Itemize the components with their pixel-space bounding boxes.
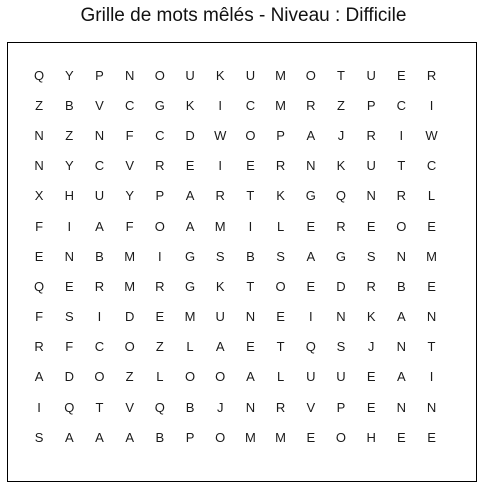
grid-cell[interactable]: L bbox=[156, 369, 164, 385]
grid-cell[interactable]: I bbox=[218, 158, 223, 174]
grid-cell[interactable]: E bbox=[366, 369, 376, 385]
grid-cell[interactable]: I bbox=[37, 399, 41, 415]
grid-cell[interactable]: B bbox=[64, 97, 74, 113]
grid-cell[interactable]: P bbox=[95, 67, 104, 83]
grid-cell[interactable]: R bbox=[215, 188, 225, 204]
grid-cell[interactable]: P bbox=[155, 188, 165, 204]
grid-cell[interactable]: W bbox=[214, 127, 227, 143]
grid-cell[interactable]: X bbox=[34, 188, 44, 204]
grid-cell[interactable]: N bbox=[336, 309, 346, 325]
grid-cell[interactable]: I bbox=[97, 309, 102, 325]
grid-cell[interactable]: E bbox=[246, 339, 255, 355]
grid-cell[interactable]: P bbox=[366, 97, 376, 113]
grid-cell[interactable]: I bbox=[429, 97, 434, 113]
grid-cell[interactable]: T bbox=[427, 339, 436, 355]
grid-cell[interactable]: Z bbox=[155, 339, 164, 355]
grid-cell[interactable]: G bbox=[184, 248, 196, 264]
grid-cell[interactable]: R bbox=[306, 97, 316, 113]
grid-cell[interactable]: A bbox=[397, 309, 406, 325]
grid-cell[interactable]: Y bbox=[64, 158, 74, 174]
grid-cell[interactable]: T bbox=[336, 67, 345, 83]
grid-cell[interactable]: S bbox=[276, 248, 285, 264]
grid-cell[interactable]: K bbox=[336, 158, 346, 174]
grid-cell[interactable]: Z bbox=[65, 127, 74, 143]
grid-cell[interactable]: N bbox=[94, 127, 105, 143]
grid-cell[interactable]: B bbox=[155, 429, 165, 445]
grid-cell[interactable]: D bbox=[64, 369, 74, 385]
grid-cell[interactable]: Q bbox=[154, 399, 165, 415]
grid-cell[interactable]: C bbox=[396, 97, 407, 113]
grid-cell[interactable]: M bbox=[275, 67, 287, 83]
grid-cell[interactable]: E bbox=[427, 278, 436, 294]
grid-cell[interactable]: R bbox=[366, 278, 376, 294]
grid-cell[interactable]: B bbox=[246, 248, 255, 264]
grid-cell[interactable]: L bbox=[276, 369, 285, 385]
grid-cell[interactable]: J bbox=[367, 339, 375, 355]
grid-cell[interactable]: N bbox=[426, 399, 437, 415]
puzzle-title: Grille de mots mêlés - Niveau : Difficile bbox=[80, 5, 407, 26]
grid-cell[interactable]: C bbox=[426, 158, 437, 174]
grid-cell[interactable]: C bbox=[155, 127, 165, 143]
grid-cell[interactable]: V bbox=[95, 97, 104, 113]
grid-cell[interactable]: G bbox=[184, 278, 196, 294]
grid-cell[interactable]: U bbox=[185, 67, 195, 83]
grid-cell[interactable]: P bbox=[336, 399, 346, 415]
grid-cell[interactable]: P bbox=[276, 127, 285, 143]
grid-cell[interactable]: V bbox=[306, 399, 316, 415]
grid-cell[interactable]: U bbox=[94, 188, 105, 204]
grid-cell[interactable]: A bbox=[397, 369, 406, 385]
grid-cell[interactable]: J bbox=[337, 127, 345, 143]
grid-cell[interactable]: B bbox=[95, 248, 104, 264]
grid-cell[interactable]: O bbox=[154, 218, 165, 234]
grid-cell[interactable]: N bbox=[306, 158, 316, 174]
grid-cell[interactable]: F bbox=[125, 127, 134, 143]
grid-cell[interactable]: O bbox=[154, 67, 165, 83]
grid-cell[interactable]: C bbox=[94, 158, 105, 174]
grid-cell[interactable]: M bbox=[124, 278, 136, 294]
grid-cell[interactable]: K bbox=[276, 188, 285, 204]
grid-cell[interactable]: M bbox=[275, 429, 287, 445]
grid-cell[interactable]: D bbox=[336, 278, 346, 294]
grid-cell[interactable]: R bbox=[94, 278, 105, 294]
grid-cell[interactable]: A bbox=[185, 188, 195, 204]
grid-cell[interactable]: Z bbox=[125, 369, 134, 385]
grid-cell[interactable]: A bbox=[125, 429, 134, 445]
grid-cell[interactable]: T bbox=[246, 278, 255, 294]
grid-cell[interactable]: Q bbox=[64, 399, 75, 415]
grid-cell[interactable]: O bbox=[124, 339, 135, 355]
grid-cell[interactable]: U bbox=[366, 158, 376, 174]
grid-cell[interactable]: U bbox=[306, 369, 316, 385]
grid-cell[interactable]: N bbox=[426, 309, 437, 325]
grid-cell[interactable]: O bbox=[396, 218, 407, 234]
grid-cell[interactable]: P bbox=[185, 429, 195, 445]
grid-cell[interactable]: R bbox=[426, 67, 437, 83]
grid-cell[interactable]: A bbox=[246, 369, 255, 385]
grid-cell[interactable]: I bbox=[158, 248, 162, 264]
grid-cell[interactable]: R bbox=[34, 339, 44, 355]
grid-cell[interactable]: O bbox=[184, 369, 196, 385]
grid-cell[interactable]: T bbox=[246, 188, 255, 204]
grid-cell[interactable]: G bbox=[305, 188, 316, 204]
grid-cell[interactable]: F bbox=[35, 309, 44, 325]
grid-cell[interactable]: R bbox=[396, 188, 407, 204]
grid-cell[interactable]: B bbox=[185, 399, 195, 415]
grid-cell[interactable]: E bbox=[64, 278, 74, 294]
grid-cell[interactable]: I bbox=[429, 369, 434, 385]
grid-cell[interactable]: E bbox=[366, 218, 376, 234]
grid-cell[interactable]: E bbox=[306, 278, 316, 294]
grid-cell[interactable]: A bbox=[215, 339, 225, 355]
grid-cell[interactable]: F bbox=[125, 218, 134, 234]
grid-cell[interactable]: O bbox=[275, 278, 286, 294]
grid-cell[interactable]: N bbox=[34, 127, 44, 143]
grid-cell[interactable]: R bbox=[275, 399, 286, 415]
grid-cell[interactable]: H bbox=[366, 429, 376, 445]
grid-cell[interactable]: N bbox=[396, 399, 407, 415]
grid-cell[interactable]: Z bbox=[35, 97, 44, 113]
grid-cell[interactable]: O bbox=[245, 127, 256, 143]
grid-cell[interactable]: N bbox=[396, 248, 407, 264]
grid-cell[interactable]: O bbox=[215, 429, 226, 445]
grid-cell[interactable]: T bbox=[276, 339, 285, 355]
letter-grid bbox=[24, 60, 447, 452]
grid-cell[interactable]: K bbox=[366, 309, 376, 325]
grid-cell[interactable]: U bbox=[336, 369, 346, 385]
grid-cell[interactable]: Q bbox=[34, 278, 45, 294]
grid-cell[interactable]: R bbox=[336, 218, 346, 234]
grid-cell[interactable]: U bbox=[215, 309, 225, 325]
grid-cell[interactable]: V bbox=[125, 158, 134, 174]
grid-cell[interactable]: I bbox=[218, 97, 223, 113]
grid-cell[interactable]: A bbox=[95, 218, 104, 234]
grid-cell[interactable]: T bbox=[95, 399, 104, 415]
grid-cell[interactable]: E bbox=[366, 399, 376, 415]
grid-cell[interactable]: E bbox=[427, 429, 436, 445]
grid-cell[interactable]: C bbox=[245, 97, 256, 113]
grid-cell[interactable]: A bbox=[64, 429, 74, 445]
grid-cell[interactable]: T bbox=[397, 158, 406, 174]
grid-cell[interactable]: M bbox=[214, 218, 226, 234]
grid-cell[interactable]: C bbox=[94, 339, 105, 355]
grid-cell[interactable]: V bbox=[125, 399, 134, 415]
grid-cell[interactable]: E bbox=[185, 158, 195, 174]
grid-cell[interactable]: Q bbox=[305, 339, 316, 355]
grid-cell[interactable]: K bbox=[185, 97, 195, 113]
grid-cell[interactable]: M bbox=[275, 97, 287, 113]
grid-cell[interactable]: R bbox=[366, 127, 376, 143]
grid-cell[interactable]: E bbox=[397, 67, 406, 83]
grid-cell[interactable]: G bbox=[335, 248, 347, 264]
grid-cell[interactable]: M bbox=[124, 248, 136, 264]
grid-cell[interactable]: O bbox=[335, 429, 347, 445]
grid-cell[interactable]: N bbox=[245, 399, 256, 415]
grid-cell[interactable]: Q bbox=[34, 67, 45, 83]
grid-cell[interactable]: S bbox=[366, 248, 376, 264]
grid-cell[interactable]: D bbox=[185, 127, 195, 143]
grid-cell[interactable]: G bbox=[154, 97, 165, 113]
grid-cell[interactable]: K bbox=[215, 67, 225, 83]
grid-cell[interactable]: A bbox=[185, 218, 195, 234]
grid-cell[interactable]: A bbox=[34, 369, 44, 385]
grid-cell[interactable]: H bbox=[64, 188, 74, 204]
grid-cell[interactable]: O bbox=[94, 369, 105, 385]
grid-cell[interactable]: W bbox=[425, 127, 438, 143]
grid-cell[interactable]: S bbox=[64, 309, 74, 325]
grid-cell[interactable]: O bbox=[305, 67, 316, 83]
grid-cell[interactable]: L bbox=[276, 218, 285, 234]
grid-cell[interactable]: U bbox=[245, 67, 256, 83]
grid-cell[interactable]: O bbox=[215, 369, 226, 385]
grid-cell[interactable]: A bbox=[306, 248, 316, 264]
grid-cell[interactable]: M bbox=[184, 309, 196, 325]
grid-cell[interactable]: R bbox=[155, 158, 165, 174]
grid-cell[interactable]: D bbox=[124, 309, 135, 325]
grid-cell[interactable]: N bbox=[34, 158, 44, 174]
grid-cell[interactable]: S bbox=[215, 248, 225, 264]
grid-cell[interactable]: B bbox=[397, 278, 406, 294]
grid-cell[interactable]: F bbox=[35, 218, 44, 234]
grid-cell[interactable]: L bbox=[427, 188, 436, 204]
grid-cell[interactable]: I bbox=[308, 309, 313, 325]
grid-cell[interactable]: K bbox=[215, 278, 225, 294]
grid-cell[interactable]: Y bbox=[64, 67, 74, 83]
grid-cell[interactable]: M bbox=[244, 429, 256, 445]
grid-cell[interactable]: E bbox=[34, 248, 44, 264]
grid-cell[interactable]: E bbox=[306, 429, 316, 445]
grid-cell[interactable]: N bbox=[245, 309, 256, 325]
grid-cell[interactable]: N bbox=[396, 339, 407, 355]
grid-cell[interactable]: N bbox=[366, 188, 376, 204]
grid-cell[interactable]: S bbox=[336, 339, 346, 355]
grid-cell[interactable]: M bbox=[426, 248, 437, 264]
grid-cell[interactable]: E bbox=[397, 429, 406, 445]
grid-cell[interactable]: Y bbox=[125, 188, 134, 204]
grid-cell[interactable]: J bbox=[216, 399, 224, 415]
grid-cell[interactable]: E bbox=[427, 218, 436, 234]
grid-cell[interactable]: S bbox=[34, 429, 44, 445]
grid-cell[interactable]: I bbox=[399, 127, 404, 143]
grid-cell[interactable]: R bbox=[275, 158, 286, 174]
grid-cell[interactable]: A bbox=[306, 127, 316, 143]
grid-cell[interactable]: N bbox=[64, 248, 74, 264]
grid-cell[interactable]: Q bbox=[335, 188, 347, 204]
grid-cell[interactable]: I bbox=[248, 218, 253, 234]
grid-cell[interactable]: A bbox=[95, 429, 104, 445]
grid-cell[interactable]: F bbox=[65, 339, 74, 355]
grid-cell[interactable]: E bbox=[306, 218, 316, 234]
word-search-board bbox=[7, 42, 477, 482]
grid-cell[interactable]: L bbox=[186, 339, 194, 355]
grid-cell[interactable]: E bbox=[246, 158, 255, 174]
grid-cell[interactable]: E bbox=[276, 309, 285, 325]
grid-cell[interactable]: U bbox=[366, 67, 376, 83]
grid-cell[interactable]: Z bbox=[336, 97, 345, 113]
grid-cell[interactable]: N bbox=[124, 67, 135, 83]
grid-cell[interactable]: E bbox=[155, 309, 165, 325]
grid-cell[interactable]: R bbox=[155, 278, 165, 294]
grid-cell[interactable]: I bbox=[67, 218, 72, 234]
grid-cell[interactable]: C bbox=[124, 97, 135, 113]
